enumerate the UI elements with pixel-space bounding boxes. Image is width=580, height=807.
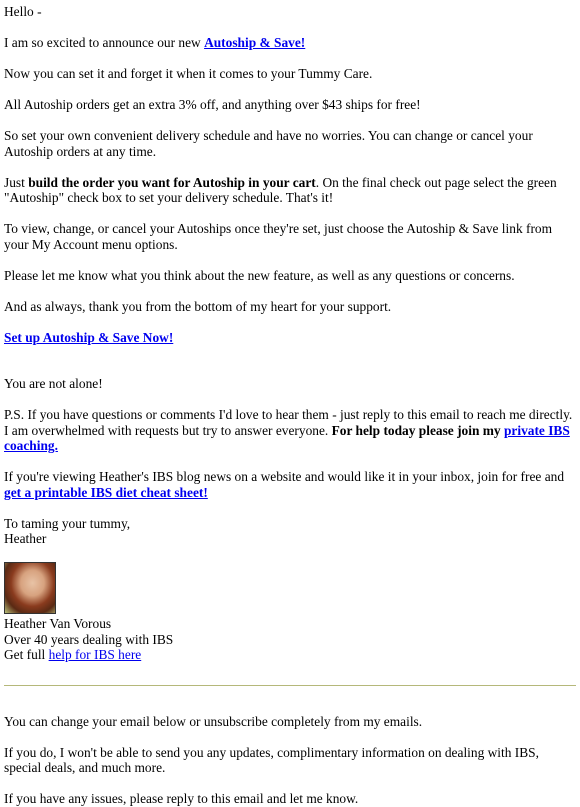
set-forget-paragraph: Now you can set it and forget it when it comes to your Tummy Care. <box>4 66 373 81</box>
blog-text: If you're viewing Heather's IBS blog news on a website and would like it in your inbox, join for free and <box>4 469 565 484</box>
coaching-link[interactable]: private IBS coaching. <box>4 422 570 453</box>
author-title: Over 40 years dealing with IBS <box>4 631 174 647</box>
author-name: Heather Van Vorous <box>4 616 112 631</box>
announce-text: I am so excited to announce our new <box>4 35 205 50</box>
announce-paragraph <box>4 35 576 51</box>
not-alone-paragraph: You are not alone! <box>4 376 103 391</box>
thanks-paragraph: And as always, thank you from the bottom of my heart for your support. <box>4 298 392 314</box>
author-photo <box>4 562 56 614</box>
ps-bold: For help today please join my <box>331 422 504 438</box>
ps-paragraph <box>4 407 576 454</box>
signoff <box>4 516 576 547</box>
build-prefix: Just <box>4 174 29 190</box>
signoff-line2: Heather <box>4 531 47 546</box>
unsubscribe-warning-paragraph: If you do, I won't be able to send you any updates, complimentary information on dealing with IBS, special deals, and much more. <box>4 744 539 775</box>
greeting: Hello - <box>4 4 42 19</box>
discount-paragraph: All Autoship orders get an extra 3% off, and anything over $43 ships for free! <box>4 97 421 112</box>
help-line <box>4 647 576 663</box>
build-bold: build the order you want for Autoship in your cart <box>28 174 316 190</box>
ps-text: P.S. If you have questions or comments I'd love to hear them - just reply to this email to reach me directly. I am overwhelmed with requests but try to answer everyone. <box>4 407 573 438</box>
cta-paragraph <box>4 330 576 346</box>
cheat-sheet-link[interactable]: get a printable IBS diet cheat sheet! <box>4 484 208 500</box>
spacer <box>4 361 576 377</box>
change-email-paragraph: You can change your email below or unsubscribe completely from my emails. <box>4 713 423 729</box>
autoship-link[interactable]: Autoship & Save! <box>204 35 306 50</box>
signoff-line1: To taming your tummy, <box>4 515 131 531</box>
feedback-paragraph: Please let me know what you think about the new feature, as well as any questions or concerns. <box>4 267 515 283</box>
blog-paragraph <box>4 469 576 500</box>
signature-block <box>4 562 576 663</box>
schedule-paragraph: So set your own convenient delivery schedule and have no worries. You can change or cancel your Autoship orders at any time. <box>4 128 533 159</box>
setup-autoship-link[interactable]: Set up Autoship & Save Now! <box>4 329 174 345</box>
help-for-ibs-link[interactable]: help for IBS here <box>48 647 142 662</box>
view-autoships-paragraph: To view, change, or cancel your Autoships once they're set, just choose the Autoship & Save link from your My Account menu options. <box>4 221 553 252</box>
help-prefix: Get full <box>4 647 49 662</box>
divider <box>4 685 576 686</box>
issues-paragraph: If you have any issues, please reply to this email and let me know. <box>4 791 359 806</box>
build-order-paragraph <box>4 175 576 206</box>
build-suffix: . On the final check out page select the green "Autoship" check box to set your delivery schedule. That's it! <box>4 174 557 205</box>
